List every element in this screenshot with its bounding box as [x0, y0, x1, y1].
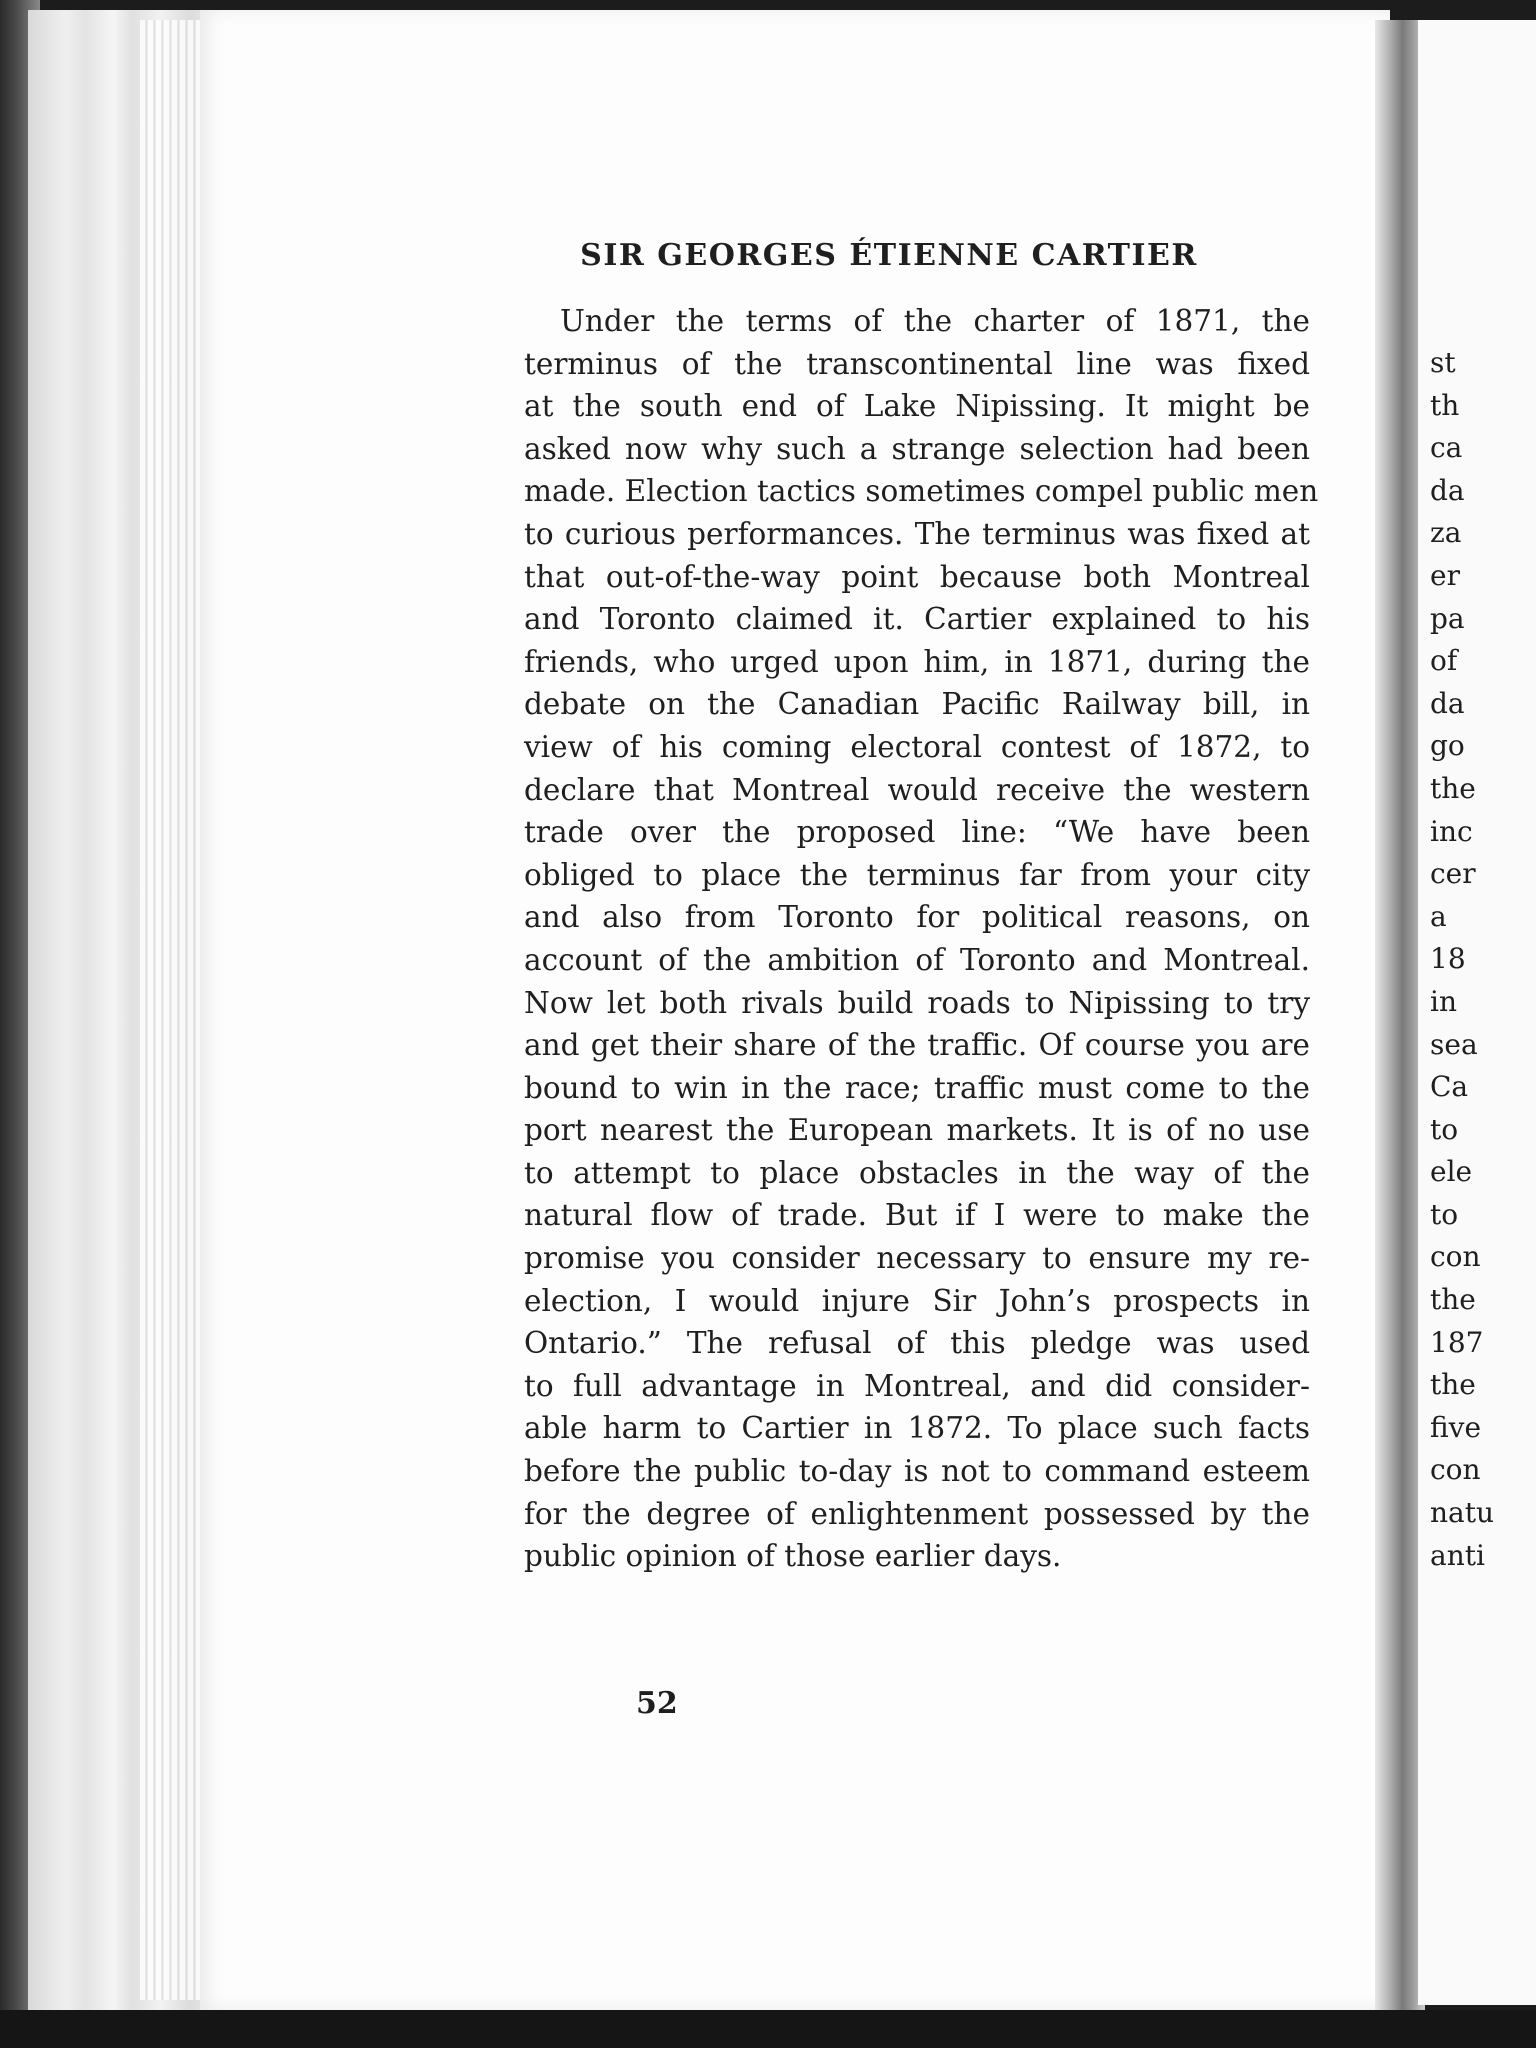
facing-text-fragment: in — [1430, 984, 1457, 1018]
text-line: natural flow of trade. But if I were to make the — [524, 1198, 1310, 1233]
text-line: public opinion of those earlier days. — [524, 1539, 1062, 1574]
facing-text-fragment: ele — [1430, 1155, 1473, 1189]
facing-text-fragment: the — [1430, 771, 1476, 805]
text-line: for the degree of enlightenment possessed by the — [524, 1496, 1310, 1531]
facing-text-fragment: 18 — [1430, 942, 1466, 976]
text-line: to attempt to place obstacles in the way of the — [524, 1155, 1310, 1190]
text-line: asked now why such a strange selection had been — [524, 431, 1310, 466]
facing-text-fragment: go — [1430, 729, 1465, 763]
text-line: and Toronto claimed it. Cartier explained to his — [524, 602, 1310, 637]
facing-text-fragment: natu — [1430, 1496, 1495, 1530]
facing-text-fragment: st — [1430, 346, 1456, 379]
facing-text-fragment: er — [1430, 558, 1460, 592]
text-line: and also from Toronto for political reasons, on — [524, 900, 1310, 935]
text-line: promise you consider necessary to ensure my re- — [524, 1241, 1310, 1276]
text-line: to curious performances. The terminus was fixed at — [524, 516, 1310, 551]
text-line: declare that Montreal would receive the western — [524, 772, 1310, 807]
facing-text-fragment: the — [1430, 1283, 1476, 1317]
text-line: view of his coming electoral contest of 1872, to — [524, 729, 1310, 764]
text-line: bound to win in the race; traffic must come to the — [524, 1070, 1310, 1105]
facing-text-fragment: Ca — [1430, 1070, 1469, 1104]
text-line: Now let both rivals build roads to Nipissing to try — [524, 985, 1310, 1020]
text-line: able harm to Cartier in 1872. To place such facts — [524, 1411, 1310, 1446]
facing-text-fragment: cer — [1430, 857, 1476, 891]
facing-text-fragment: da — [1430, 473, 1465, 507]
facing-text-fragment: the — [1430, 1368, 1476, 1402]
text-line: account of the ambition of Toronto and Montreal. — [524, 942, 1310, 977]
facing-text-fragment: con — [1430, 1453, 1481, 1487]
text-line: terminus of the transcontinental line was fixed — [524, 346, 1310, 381]
text-line: debate on the Canadian Pacific Railway bill, in — [524, 687, 1310, 722]
facing-text-fragment: inc — [1430, 814, 1473, 848]
facing-text-fragment: con — [1430, 1240, 1481, 1274]
facing-page-text — [1430, 342, 1536, 1577]
text-line: Ontario.” The refusal of this pledge was used — [524, 1326, 1310, 1361]
facing-text-fragment: da — [1430, 686, 1465, 720]
facing-text-fragment: th — [1430, 388, 1460, 422]
facing-text-fragment: 187 — [1430, 1325, 1484, 1359]
text-line: trade over the proposed line: “We have been — [524, 815, 1310, 850]
text-line: made. Election tactics sometimes compel public men — [524, 474, 1319, 509]
text-line: friends, who urged upon him, in 1871, during the — [524, 644, 1310, 679]
text-line: that out-of-the-way point because both Montreal — [524, 559, 1310, 594]
text-line: to full advantage in Montreal, and did consider- — [524, 1368, 1310, 1403]
text-line: and get their share of the traffic. Of course you are — [524, 1028, 1310, 1063]
facing-page — [1418, 20, 1536, 2005]
page-number: 52 — [636, 1686, 678, 1721]
text-line: Under the terms of the charter of 1871, the — [560, 304, 1310, 338]
body-paragraph — [524, 300, 1319, 1578]
facing-text-fragment: za — [1430, 516, 1462, 550]
text-line: obliged to place the terminus far from your city — [524, 857, 1310, 892]
text-line: at the south end of Lake Nipissing. It might be — [524, 389, 1310, 424]
facing-text-fragment: to — [1430, 1112, 1459, 1146]
text-line: port nearest the European markets. It is of no use — [524, 1113, 1310, 1148]
facing-text-fragment: pa — [1430, 601, 1465, 635]
facing-text-fragment: ca — [1430, 431, 1463, 465]
facing-text-fragment: to — [1430, 1197, 1459, 1231]
text-line: before the public to-day is not to command esteem — [524, 1454, 1310, 1489]
facing-text-fragment: five — [1430, 1410, 1482, 1444]
facing-text-fragment: sea — [1430, 1027, 1478, 1061]
facing-text-fragment: anti — [1430, 1538, 1485, 1572]
facing-text-fragment: a — [1430, 899, 1447, 933]
facing-text-fragment: of — [1430, 644, 1458, 678]
scan-background — [0, 2010, 1536, 2048]
text-line: election, I would injure Sir John’s prospects in — [524, 1283, 1310, 1318]
running-head: SIR GEORGES ÉTIENNE CARTIER — [580, 238, 1198, 273]
